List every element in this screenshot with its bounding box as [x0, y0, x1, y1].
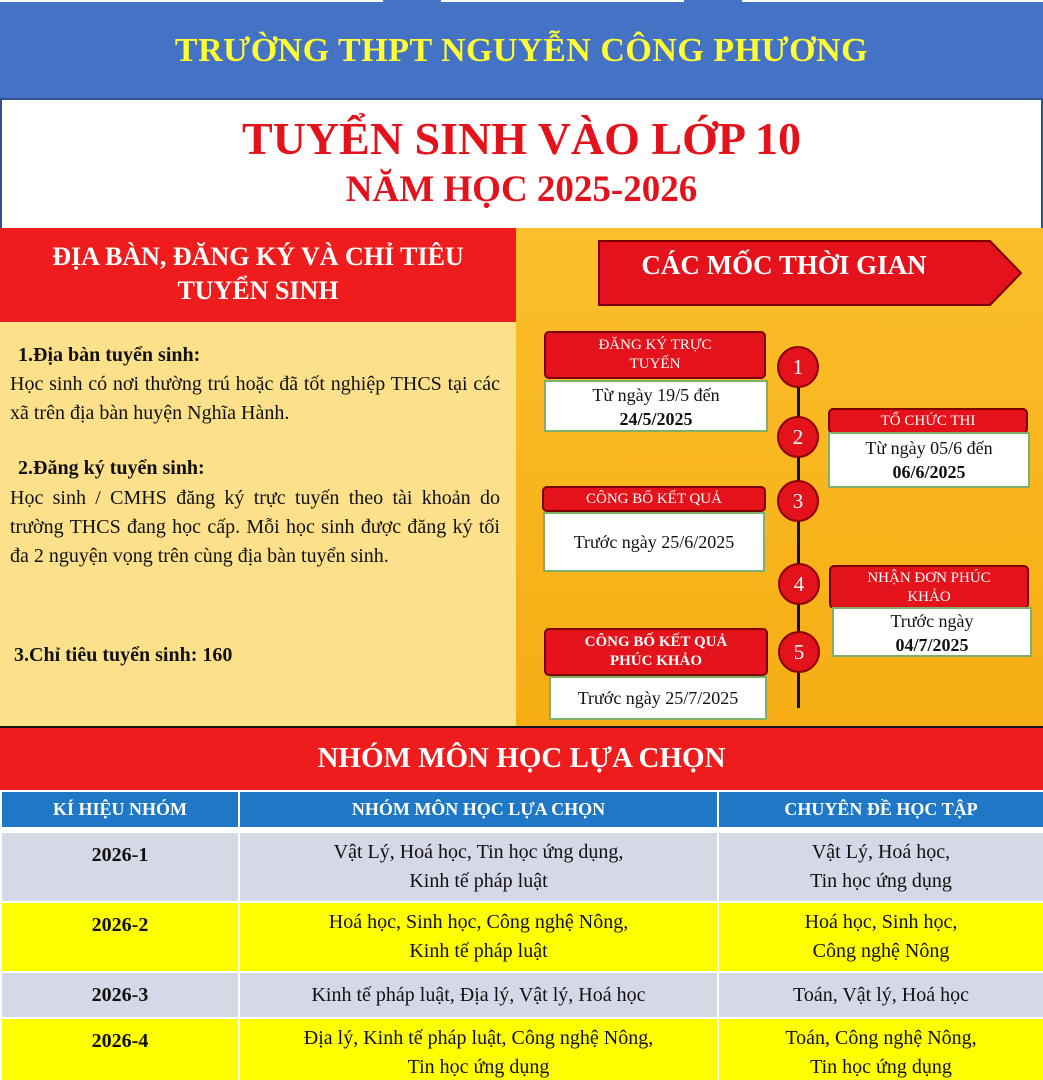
step-1-label: [544, 331, 766, 379]
step-4-date: [832, 607, 1032, 657]
step-3-number: 3: [777, 480, 819, 522]
table-row: [1, 832, 1043, 902]
group-code: 2026-2: [1, 902, 239, 972]
group-subjects: [239, 902, 718, 972]
step-1-date: [544, 380, 768, 432]
subjects-line-2: Tin học ứng dụng: [407, 1056, 550, 1078]
school-name: TRƯỜNG THPT NGUYỄN CÔNG PHƯƠNG: [174, 32, 869, 69]
step-5-number: 5: [778, 631, 820, 673]
table-row: [1, 972, 1043, 1018]
step-2-number: 2: [777, 416, 819, 458]
school-banner: [0, 2, 1043, 100]
step-2-label: TỔ CHỨC THI: [828, 408, 1028, 434]
step-5-date: Trước ngày 25/7/2025: [549, 676, 767, 720]
step-4-number: 4: [778, 563, 820, 605]
timeline-heading: CÁC MỐC THỜI GIAN: [641, 250, 927, 280]
step-1-date-line-2: 24/5/2025: [619, 409, 693, 429]
column-header: NHÓM MÔN HỌC LỰA CHỌN: [239, 791, 718, 828]
group-topics: [718, 1018, 1043, 1080]
subject-groups-table: [0, 790, 1043, 1080]
topics-line-1: Hoá học, Sinh học,: [804, 911, 958, 933]
heading-line-1: ĐỊA BÀN, ĐĂNG KÝ VÀ CHỈ TIÊU: [52, 242, 464, 271]
subjects-line-1: Vật Lý, Hoá học, Tin học ứng dụng,: [333, 841, 624, 863]
group-code: 2026-3: [1, 972, 239, 1018]
section-3-title: 3.Chỉ tiêu tuyển sinh: 160: [14, 644, 233, 666]
step-2-date-line-2: 06/6/2025: [892, 462, 966, 482]
step-4-label-line-2: KHẢO: [907, 589, 951, 605]
step-4-date-line-1: Trước ngày: [890, 611, 974, 631]
step-5-label-line-1: CÔNG BỐ KẾT QUẢ: [584, 634, 728, 650]
enrollment-info-heading: [0, 228, 516, 322]
group-topics: [718, 902, 1043, 972]
step-5-label-line-2: PHÚC KHẢO: [609, 653, 703, 669]
step-3-date: Trước ngày 25/6/2025: [543, 512, 765, 572]
group-subjects: [239, 832, 718, 902]
page-title: TUYỂN SINH VÀO LỚP 10: [242, 113, 801, 164]
step-4-label-line-1: NHẬN ĐƠN PHÚC: [867, 570, 991, 586]
step-1-label-line-1: ĐĂNG KÝ TRỰC: [598, 337, 712, 353]
topics-line-2: Tin học ứng dụng: [810, 1056, 952, 1078]
subjects-line-1: Địa lý, Kinh tế pháp luật, Công nghệ Nông,: [303, 1027, 654, 1049]
step-2-date-line-1: Từ ngày 05/6 đến: [865, 438, 993, 458]
subjects-line-2: Kinh tế pháp luật: [409, 940, 548, 962]
step-1-label-line-2: TUYẾN: [629, 356, 681, 372]
subject-groups-banner: [0, 726, 1043, 790]
section-1-text: Học sinh có nơi thường trú hoặc đã tốt nghiệp THCS tại các xã trên địa bàn huyện Nghĩa Hành.: [10, 373, 500, 424]
top-accent-right: [684, 0, 742, 3]
section-2-text: Học sinh / CMHS đăng ký trực tuyến theo tài khoản do trường THCS đang học cấp. Mỗi học sinh được đăng ký tối đa 2 nguyện vọng trên cùng địa bàn tuyển sinh.: [10, 487, 500, 567]
title-box: [0, 100, 1043, 228]
column-header: CHUYÊN ĐỀ HỌC TẬP: [718, 791, 1043, 828]
table-header-row: [1, 791, 1043, 828]
group-topics: [718, 832, 1043, 902]
step-5-label: [544, 628, 768, 676]
group-subjects: [239, 1018, 718, 1080]
table-row: [1, 902, 1043, 972]
school-year: NĂM HỌC 2025-2026: [345, 169, 698, 210]
topics-line-1: Vật Lý, Hoá học,: [811, 841, 951, 863]
column-header: KÍ HIỆU NHÓM: [1, 791, 239, 828]
step-4-date-line-2: 04/7/2025: [895, 635, 969, 655]
group-topics: Toán, Vật lý, Hoá học: [718, 972, 1043, 1018]
group-code: 2026-1: [1, 832, 239, 902]
heading-line-2: TUYỂN SINH: [177, 276, 339, 305]
section-2-title: 2.Đăng ký tuyển sinh:: [18, 457, 205, 479]
subjects-line-1: Hoá học, Sinh học, Công nghệ Nông,: [328, 911, 629, 933]
top-accent-left: [383, 0, 441, 3]
topics-line-2: Công nghệ Nông: [812, 940, 950, 962]
step-3-label: CÔNG BỐ KẾT QUẢ: [542, 486, 766, 512]
step-2-date: [828, 432, 1030, 488]
group-subjects: Kinh tế pháp luật, Địa lý, Vật lý, Hoá học: [239, 972, 718, 1018]
step-1-date-line-1: Từ ngày 19/5 đến: [592, 385, 720, 405]
step-4-label: [829, 565, 1029, 609]
section-1-title: 1.Địa bàn tuyển sinh:: [18, 344, 201, 366]
group-code: 2026-4: [1, 1018, 239, 1080]
table-row: [1, 1018, 1043, 1080]
topics-line-2: Tin học ứng dụng: [810, 870, 952, 892]
step-1-number: 1: [777, 346, 819, 388]
topics-line-1: Toán, Công nghệ Nông,: [785, 1027, 977, 1049]
subject-groups-heading: NHÓM MÔN HỌC LỰA CHỌN: [317, 742, 726, 774]
subjects-line-2: Kinh tế pháp luật: [409, 870, 548, 892]
